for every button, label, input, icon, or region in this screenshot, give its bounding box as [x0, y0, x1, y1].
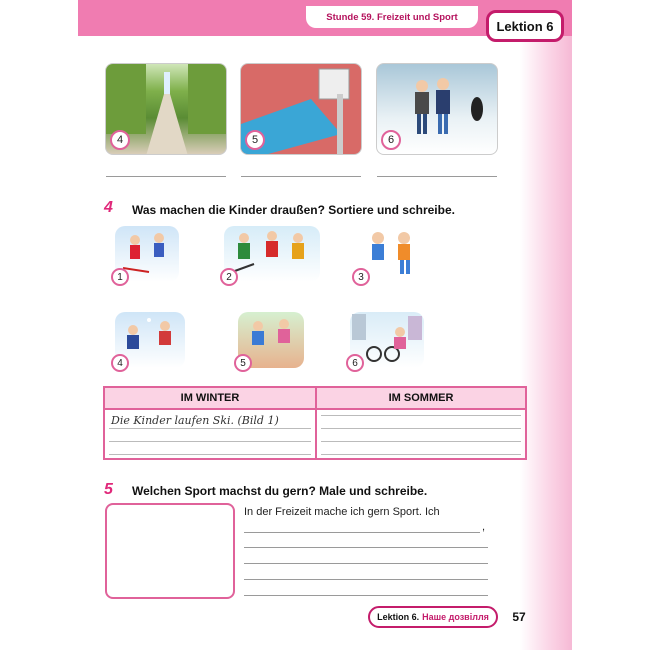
writing-line[interactable] [244, 563, 488, 564]
lektion-title: Lektion 6 [496, 18, 554, 34]
lesson-subtitle: Stunde 59. Freizeit und Sport [326, 11, 458, 23]
table-write-line[interactable] [109, 454, 311, 455]
answer-line[interactable] [106, 176, 226, 177]
pool-basketball-image [240, 63, 362, 155]
footer-lesson-pill [368, 606, 498, 628]
task-5-number: 5 [104, 481, 113, 498]
park-alley-image [105, 63, 227, 155]
writing-prompt: In der Freizeit mache ich gern Sport. Ich [244, 506, 440, 518]
footer-lektion: Lektion 6. [377, 612, 420, 622]
picture-snowball-fight [115, 312, 185, 368]
picture-ice-hockey [224, 226, 320, 282]
table-column-divider [315, 388, 317, 460]
ice-hockey-drawing [224, 226, 320, 282]
picture-number: 4 [111, 354, 129, 372]
picture-skiing [115, 226, 179, 282]
picture-number: 2 [220, 268, 238, 286]
task-4-number: 4 [104, 199, 113, 216]
page-header [306, 0, 572, 48]
picture-number: 3 [352, 268, 370, 286]
table-write-line[interactable] [109, 441, 311, 442]
writing-line[interactable] [244, 532, 480, 533]
writing-line[interactable] [244, 595, 488, 596]
picture-number: 5 [234, 354, 252, 372]
table-header-divider [105, 408, 525, 410]
lesson-subtitle-pill [306, 6, 478, 28]
footer-title: Наше дозвілля [422, 612, 489, 622]
picture-roller-skating [356, 226, 428, 282]
page-number: 57 [512, 610, 526, 624]
writing-comma: , [482, 521, 486, 533]
table-write-line[interactable] [321, 454, 521, 455]
photo-number: 5 [245, 130, 265, 150]
drawing-box[interactable] [105, 503, 235, 599]
task-4-instruction: Was machen die Kinder draußen? Sortiere und schreibe. [132, 203, 455, 217]
ice-skating-image [376, 63, 498, 155]
table-header-summer: IM SOMMER [317, 388, 525, 408]
task-5-instruction: Welchen Sport machst du gern? Male und schreibe. [132, 484, 428, 498]
sort-table [103, 386, 527, 460]
lektion-tab [486, 10, 564, 42]
picture-running [238, 312, 304, 368]
table-write-line[interactable] [321, 428, 521, 429]
photo-number: 6 [381, 130, 401, 150]
writing-line[interactable] [244, 547, 488, 548]
photo-number: 4 [110, 130, 130, 150]
answer-line[interactable] [241, 176, 361, 177]
picture-number: 1 [111, 268, 129, 286]
answer-line[interactable] [377, 176, 497, 177]
picture-number: 6 [346, 354, 364, 372]
table-write-line[interactable] [321, 415, 521, 416]
table-write-line[interactable] [109, 428, 311, 429]
example-sentence: Die Kinder laufen Ski. (Bild 1) [111, 414, 279, 427]
page-edge-gradient [520, 0, 572, 650]
table-write-line[interactable] [321, 441, 521, 442]
table-header-winter: IM WINTER [105, 388, 315, 408]
picture-cycling [350, 312, 424, 368]
writing-line[interactable] [244, 579, 488, 580]
